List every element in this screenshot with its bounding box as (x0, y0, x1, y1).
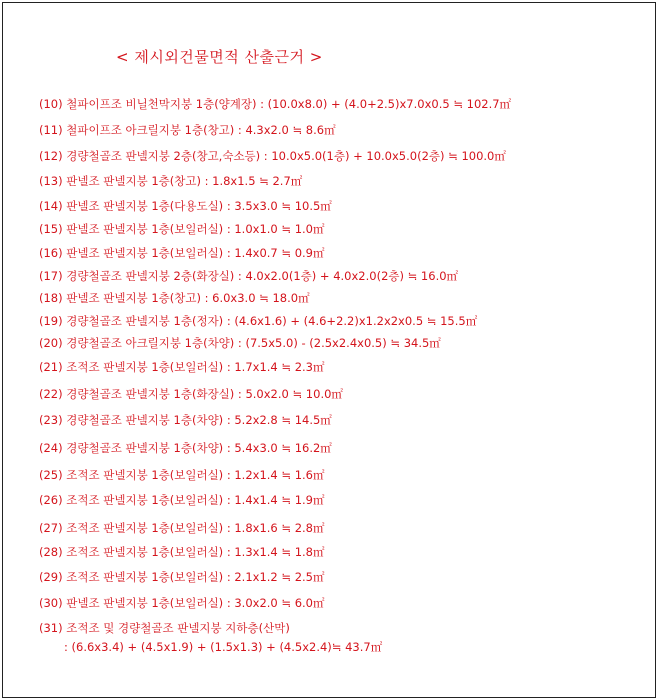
list-item: (18) 판넬조 판넬지붕 1층(창고) : 6.0x3.0 ≒ 18.0㎡ (39, 291, 310, 305)
list-item-31 (39, 620, 382, 655)
list-item: (19) 경량철골조 판넬지붕 1층(정자) : (4.6x1.6) + (4.6+2.2)x1.2x2x0.5 ≒ 15.5㎡ (39, 314, 478, 328)
list-item: (16) 판넬조 판넬지붕 1층(보일러실) : 1.4x0.7 ≒ 0.9㎡ (39, 246, 325, 260)
list-item: (23) 경량철골조 판넬지붕 1층(차양) : 5.2x2.8 ≒ 14.5㎡ (39, 413, 332, 427)
list-item: (30) 판넬조 판넬지붕 1층(보일러실) : 3.0x2.0 ≒ 6.0㎡ (39, 596, 325, 610)
list-item: (27) 조적조 판넬지붕 1층(보일러실) : 1.8x1.6 ≒ 2.8㎡ (39, 521, 325, 535)
list-item: (29) 조적조 판넬지붕 1층(보일러실) : 2.1x1.2 ≒ 2.5㎡ (39, 570, 325, 584)
list-item: (24) 경량철골조 판넬지붕 1층(차양) : 5.4x3.0 ≒ 16.2㎡ (39, 441, 332, 455)
list-item: (25) 조적조 판넬지붕 1층(보일러실) : 1.2x1.4 ≒ 1.6㎡ (39, 468, 325, 482)
list-item: (13) 판넬조 판넬지붕 1층(창고) : 1.8x1.5 ≒ 2.7㎡ (39, 174, 303, 188)
list-item: (28) 조적조 판넬지붕 1층(보일러실) : 1.3x1.4 ≒ 1.8㎡ (39, 545, 325, 559)
list-item-31-line2: : (6.6x3.4) + (4.5x1.9) + (1.5x1.3) + (4.5x2.4)≒ 43.7㎡ (64, 640, 383, 654)
list-item: (10) 철파이프조 비닐천막지붕 1층(양계장) : (10.0x8.0) + (4.0+2.5)x7.0x0.5 ≒ 102.7㎡ (39, 97, 512, 111)
list-item-31-line1: (31) 조적조 및 경량철골조 판넬지붕 지하층(산막) (39, 621, 290, 635)
list-item: (17) 경량철골조 판넬지붕 2층(화장실) : 4.0x2.0(1층) + 4.0x2.0(2층) ≒ 16.0㎡ (39, 269, 459, 283)
list-item: (21) 조적조 판넬지붕 1층(보일러실) : 1.7x1.4 ≒ 2.3㎡ (39, 360, 325, 374)
document-title: < 제시외건물면적 산출근거 > (116, 48, 323, 66)
list-item: (26) 조적조 판넬지붕 1층(보일러실) : 1.4x1.4 ≒ 1.9㎡ (39, 493, 325, 507)
list-item: (14) 판넬조 판넬지붕 1층(다용도실) : 3.5x3.0 ≒ 10.5㎡ (39, 199, 332, 213)
list-item: (20) 경량철골조 아크릴지붕 1층(차양) : (7.5x5.0) - (2.5x2.4x0.5) ≒ 34.5㎡ (39, 336, 441, 350)
list-item: (15) 판넬조 판넬지붕 1층(보일러실) : 1.0x1.0 ≒ 1.0㎡ (39, 222, 325, 236)
list-item: (22) 경량철골조 판넬지붕 1층(화장실) : 5.0x2.0 ≒ 10.0㎡ (39, 387, 343, 401)
list-item: (12) 경량철골조 판넬지붕 2층(창고,숙소등) : 10.0x5.0(1층) + 10.0x5.0(2층) ≒ 100.0㎡ (39, 149, 506, 163)
list-item: (11) 철파이프조 아크릴지붕 1층(창고) : 4.3x2.0 ≒ 8.6㎡ (39, 123, 336, 137)
